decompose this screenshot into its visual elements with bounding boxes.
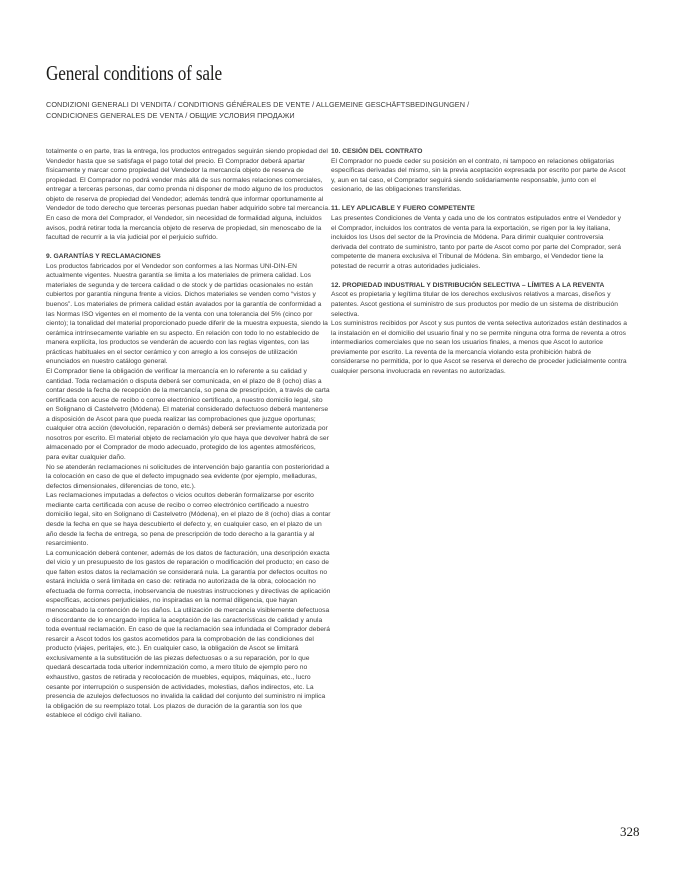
paragraph-section8-continuation: totalmente o en parte, tras la entrega, los productos entregados seguirán siendo propiedad del Vendedor hasta que se satisfaga el pago total del precio. El Comprador deberá apartar físicamente y marcar como propiedad del Vendedor la mercancía objeto de reserva de propiedad. El Comprador no podrá vender más allá de sus normales relaciones comerciales, entregar a terceras personas, dar como prenda ni disponer de modo alguno de los productos objeto de reserva de propiedad del Vendedor; además tendrá que informar oportunamente al Vendedor de todo derecho que terceras personas puedan haber adquirido sobre tal mercancía. En caso de mora del Comprador, el Vendedor, sin necesidad de formalidad alguna, incluidos avisos, podrá retirar toda la mercancía objeto de reserva de propiedad, sin menoscabo de la facultad de recurrir a la vía judicial por el perjuicio sufrido. [46,148,330,242]
section-heading-12: 12. PROPIEDAD INDUSTRIAL Y DISTRIBUCIÓN SELECTIVA – LÍMITES A LA REVENTA [331,281,605,289]
section-heading-9: 9. GARANTÍAS Y RECLAMACIONES [46,253,161,261]
column-right [331,147,628,721]
paragraph-section10: El Comprador no puede ceder su posición en el contrato, ni tampoco en relaciones obligatorias específicas derivadas del mismo, sin la previa aceptación expresada por escrito por parte de Ascot y, aun en tal caso, el Comprador seguirá siendo solidariamente responsable, junto con el cesionario, de las obligaciones transferidas. [331,157,626,194]
paragraph-section12-2: Los suministros recibidos por Ascot y sus puntos de venta selectiva autorizados están destinados a la instalación en el domicilio del usuario final y no se permite ninguna otra forma de reventa a otros intermediarios comerciales que no sean los usuarios finales, a menos que Ascot lo autorice previamente por escrito. La reventa de la mercancía violando esta prohibición habrá de considerarse no permitida, por lo que Ascot se reserva el derecho de proceder judicialmente contra cualquier persona involucrada en reventas no autorizadas. [331,320,627,375]
paragraph-section9-2: El Comprador tiene la obligación de verificar la mercancía en lo referente a su calidad y cantidad. Toda reclamación o disputa deberá ser comunicada, en el plazo de 8 (ocho) días a contar desde la fecha de recepción de la mercancía, so pena de prescripción, a través de carta certificada con acuse de recibo o correo electrónico certificado, a nuestro domicilio legal, sito en Solignano di Castelvetro (Módena). El material considerado defectuoso deberá mantenerse a disposición de Ascot para que pueda realizar las comprobaciones que juzgue oportunas; cualquier otra acción (devolución, reparación o demás) deberá ser previamente autorizada por nosotros por escrito. El material objeto de reclamación y/o que haya que devolver habrá de ser almacenado por el Comprador de modo adecuado, protegido de los agentes atmosféricos, para evitar cualquier daño. [46,367,330,461]
column-left [46,147,331,721]
paragraph-section9-1: Los productos fabricados por el Vendedor son conformes a las Normas UNI-DIN-EN actualmente vigentes. Nuestra garantía se limita a los materiales de primera calidad. Los materiales de segunda y de tercera calidad o de stock y de partidas ocasionales no están cubiertos por garantía ninguna frente a vicios. Dichos materiales se venden como “vistos y buenos”. Los materiales de primera calidad están avalados por la garantía de conformidad a las Normas ISO vigentes en el momento de la venta con una tolerancia del 5% (cinco por ciento); la tonalidad del material proporcionado puede diferir de la muestra expuesta, siendo la cerámica intrínsecamente variable en su aspecto. En relación con todo lo no establecido de manera explícita, los productos se venderán de acuerdo con las reglas vigentes, con las prácticas habituales en el sector cerámico y con arreglo a los consejos de utilización enunciados en nuestro catálogo general. [46,262,328,366]
page-number: 328 [620,824,640,839]
subtitle-line-2: CONDICIONES GENERALES DE VENTA / ОБЩИЕ УСЛОВИЯ ПРОДАЖИ [46,111,295,121]
section-heading-10: 10. CESIÓN DEL CONTRATO [331,148,423,155]
subtitle-line-1: CONDIZIONI GENERALI DI VENDITA / CONDITIONS GÉNÉRALES DE VENTE / ALLGEMEINE GESCHÄFTSBEDINGUNGEN / [46,100,470,109]
multilanguage-subtitle [46,99,469,122]
section-heading-11: 11. LEY APLICABLE Y FUERO COMPETENTE [331,205,475,213]
paragraph-section11: Las presentes Condiciones de Venta y cada uno de los contratos estipulados entre el Vendedor y el Comprador, incluidos los contratos de venta para la exportación, se rigen por la ley italiana, incluidos los Usos del sector de la Provincia de Módena. Para dirimir cualquier controversia derivada del contrato de suministro, tanto por parte de Ascot como por parte del Comprador, será competente de manera exclusiva el Tribunal de Módena. Sin embargo, el Vendedor tiene la potestad de recurrir a otras autoridades judiciales. [331,214,622,270]
paragraph-section9-4: Las reclamaciones imputadas a defectos o vicios ocultos deberán formalizarse por escrito mediante carta certificada con acuse de recibo o correo electrónico certificado a nuestro domicilio legal, sito en Solignano di Castelvetro (Módena), en el plazo de 8 (ocho) días a contar desde la fecha en que se haya descubierto el defecto y, en cualquier caso, en el plazo de un año desde la fecha de entrega, so pena de prescripción de todo derecho a la garantía y al resarcimiento. [46,492,331,548]
conditions-text-body [46,147,628,721]
page-title: General conditions of sale [46,61,223,86]
paragraph-section9-3: No se atenderán reclamaciones ni solicitudes de intervención bajo garantía con posterioridad a la colocación en caso de que el defecto impugnado sea evidente (por ejemplo, melladuras, defectos dimensionales, diferencias de tono, etc.). [46,463,330,490]
paragraph-section12-1: Ascot es propietaria y legítima titular de los derechos exclusivos relativos a marcas, diseños y patentes. Ascot gestiona el suministro de sus productos por medio de un sistema de distribución selectiva. [331,291,619,318]
paragraph-section9-5: La comunicación deberá contener, además de los datos de facturación, una descripción exacta del vicio y un presupuesto de los gastos de reparación o modificación del producto; en caso de que falten estos datos la reclamación se considerará nula. La garantía por defectos ocultos no estará incluida o será limitada en caso de: retirada no autorizada de la obra, colocación no efectuada de forma correcta, inobservancia de nuestras instrucciones y directivas de aplicación específicas, acciones perjudiciales, no inspiradas en la normal diligencia, que hayan menoscabado la contención de los daños. La utilización de mercancía visiblemente defectuosa o discordante de lo encargado implica la aceptación de las características de calidad y anula toda eventual reclamación. En caso de que la reclamación sea infundada el Comprador deberá resarcir a Ascot todos los gastos acometidos para la comprobación de las condiciones del producto (viajes, peritajes, etc.). En cualquier caso, la obligación de Ascot se limitará exclusivamente a la substitución de las piezas defectuosas o a su reparación, por lo que quedará descartada toda ulterior indemnización como, a mero título de ejemplo pero no exhaustivo, gastos de retirada y recolocación de muebles, equipos, máquinas, etc., lucro cesante por interrupción o suspensión de actividades, molestias, daños indirectos, etc. La presencia de azulejos defectuosos no invalida la calidad del conjunto del suministro ni implica la obligación de su reemplazo total. Los plazos de duración de la garantía son los que establece el código civil italiano. [46,549,331,720]
